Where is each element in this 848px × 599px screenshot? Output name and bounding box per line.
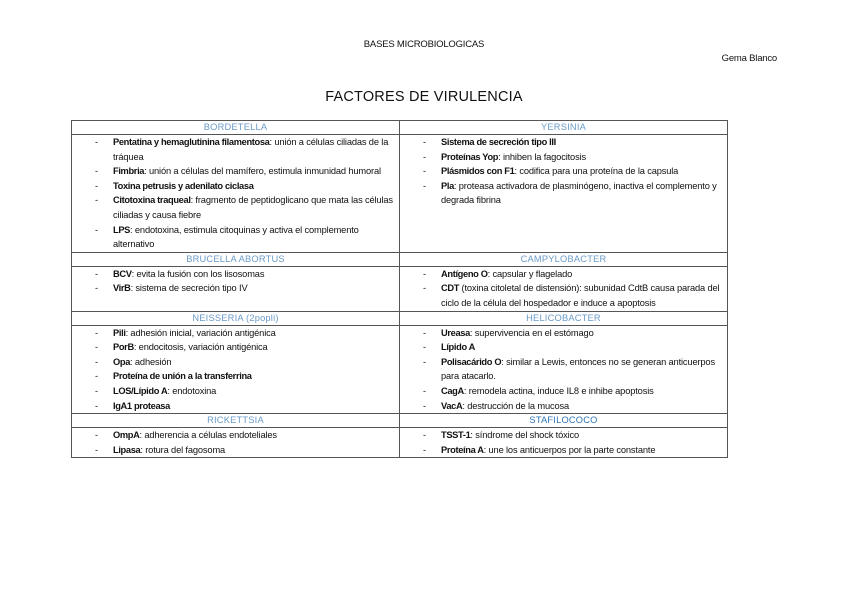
factor-term: TSST-1 xyxy=(441,430,471,441)
factor-item xyxy=(113,355,395,370)
factor-item xyxy=(113,267,395,282)
section-title-rickettsia: RICKETTSIA xyxy=(72,414,400,428)
factor-term: VacA xyxy=(441,400,463,411)
section-title-campylobacter: CAMPYLOBACTER xyxy=(400,252,728,266)
factor-term: Pla xyxy=(441,180,454,191)
factor-item xyxy=(113,179,395,194)
section-content-helicobacter xyxy=(400,325,728,414)
factor-term: LOS/Lípido A xyxy=(113,385,168,396)
factor-desc: : unión a células ciliadas de la tráquea xyxy=(113,137,389,162)
section-header-row xyxy=(72,252,728,266)
section-title-helicobacter: HELICOBACTER xyxy=(400,311,728,325)
virulence-factors-table xyxy=(71,120,728,458)
factor-desc: : síndrome del shock tóxico xyxy=(470,430,580,441)
section-content-row xyxy=(72,428,728,458)
factor-term: Proteína A xyxy=(441,444,484,455)
factor-term: Toxina petrusis y adenilato ciclasa xyxy=(113,180,254,191)
factor-term: Opa xyxy=(113,356,131,367)
factor-desc: : adherencia a células endoteliales xyxy=(139,430,277,441)
factor-item xyxy=(441,428,723,443)
section-content-rickettsia xyxy=(72,428,400,458)
factor-item xyxy=(441,399,723,414)
factor-item xyxy=(113,384,395,399)
factor-item xyxy=(441,150,723,165)
factor-desc: : capsular y flagelado xyxy=(487,268,573,279)
factor-list xyxy=(400,267,727,311)
factor-item xyxy=(113,135,395,164)
factor-item xyxy=(113,193,395,222)
section-content-row xyxy=(72,266,728,311)
factor-desc: : destrucción de la mucosa xyxy=(462,400,570,411)
section-content-neisseria xyxy=(72,325,400,414)
factor-desc: : adhesión xyxy=(130,356,172,367)
factor-item xyxy=(113,399,395,414)
factor-list xyxy=(72,267,399,296)
factor-item xyxy=(113,326,395,341)
section-content-yersinia xyxy=(400,135,728,253)
factor-term: CDT xyxy=(441,283,460,294)
factor-item xyxy=(441,179,723,208)
section-title-yersinia: YERSINIA xyxy=(400,121,728,135)
factor-item xyxy=(441,164,723,179)
document-title: FACTORES DE VIRULENCIA xyxy=(325,89,523,105)
factor-desc: : adhesión inicial, variación antigénica xyxy=(125,327,276,338)
factor-desc: : endotoxina xyxy=(167,385,217,396)
factor-desc: : supervivencia en el estómago xyxy=(469,327,594,338)
factor-desc: : endotoxina, estimula citoquinas y activa el complemento alternativo xyxy=(113,224,359,250)
factor-desc: : remodela actina, induce IL8 e inhibe apoptosis xyxy=(463,385,654,396)
section-title-brucella: BRUCELLA ABORTUS xyxy=(72,252,400,266)
factor-item xyxy=(441,281,723,310)
factor-term: BCV xyxy=(113,268,132,279)
factor-term: IgA1 proteasa xyxy=(113,400,170,411)
factor-list xyxy=(72,326,399,414)
factor-desc: : rotura del fagosoma xyxy=(140,444,226,455)
factor-desc: : similar a Lewis, entonces no se generan anticuerpos para atacarlo. xyxy=(441,356,715,382)
factor-term: Lipasa xyxy=(113,444,141,455)
factor-term: Fimbria xyxy=(113,166,145,177)
factor-list xyxy=(400,326,727,414)
factor-desc: (toxina citoletal de distensión): subunidad CdtB causa parada del ciclo de la célula del hospedador e induce a apoptosis xyxy=(441,283,720,308)
factor-list xyxy=(400,428,727,457)
factor-item xyxy=(113,281,395,296)
factor-item xyxy=(441,326,723,341)
factor-desc: : endocitosis, variación antigénica xyxy=(133,342,268,353)
factor-desc: : fragmento de peptidoglicano que mata las células ciliadas y causa fiebre xyxy=(113,195,393,220)
section-content-stafilococo xyxy=(400,428,728,458)
section-title-bordetella: BORDETELLA xyxy=(72,121,400,135)
factor-desc: : proteasa activadora de plasminógeno, inactiva el complemento y degrada fibrina xyxy=(441,180,717,206)
factor-item xyxy=(113,428,395,443)
factor-desc: : unión a células del mamífero, estimula inmunidad humoral xyxy=(144,166,381,177)
section-content-row xyxy=(72,135,728,253)
factor-term: CagA xyxy=(441,385,464,396)
section-header-row xyxy=(72,311,728,325)
section-title-stafilococo: STAFILOCOCO xyxy=(400,414,728,428)
factor-item xyxy=(441,340,723,355)
factor-item xyxy=(441,384,723,399)
factor-desc: : une los anticuerpos por la parte constante xyxy=(483,444,656,455)
section-header-row xyxy=(72,414,728,428)
section-header-row xyxy=(72,121,728,135)
factor-desc: : evita la fusión con los lisosomas xyxy=(131,268,265,279)
factor-term: Antígeno O xyxy=(441,268,488,279)
factor-term: Pili xyxy=(113,327,126,338)
factor-term: Proteína de unión a la transferrina xyxy=(113,371,252,382)
course-header: BASES MICROBIOLOGICAS xyxy=(363,39,485,50)
factor-desc: : sistema de secreción tipo IV xyxy=(130,283,248,294)
factor-term: LPS xyxy=(113,224,131,235)
factor-term: Proteínas Yop xyxy=(441,151,499,162)
factor-term: VirB xyxy=(113,283,131,294)
factor-term: OmpA xyxy=(113,430,140,441)
factor-term: Pentatina y hemaglutinina filamentosa xyxy=(113,137,270,147)
factor-item xyxy=(441,443,723,458)
factor-term: PorB xyxy=(113,342,134,353)
factor-list xyxy=(72,428,399,457)
factor-list xyxy=(72,135,399,252)
factor-term: Polisacárido O xyxy=(441,356,502,367)
section-content-bordetella xyxy=(72,135,400,253)
author-name: Gema Blanco xyxy=(721,53,777,64)
factor-list xyxy=(400,135,727,208)
section-content-campylobacter xyxy=(400,266,728,311)
factor-term: Lípido A xyxy=(441,342,476,353)
factor-item xyxy=(113,223,395,252)
factor-item xyxy=(113,340,395,355)
section-content-row xyxy=(72,325,728,414)
factor-term: Plásmidos con F1 xyxy=(441,166,515,177)
factor-term: Citotoxina traqueal xyxy=(113,195,191,206)
factor-item xyxy=(441,267,723,282)
factor-item xyxy=(441,135,723,150)
factor-desc: : codifica para una proteína de la capsula xyxy=(514,166,679,177)
section-title-neisseria: NEISSERIA (2popli) xyxy=(72,311,400,325)
factor-item xyxy=(113,443,395,458)
factor-term: Sistema de secreción tipo III xyxy=(441,137,556,147)
factor-item xyxy=(113,369,395,384)
factor-desc: : inhiben la fagocitosis xyxy=(498,151,586,162)
factor-item xyxy=(113,164,395,179)
factor-term: Ureasa xyxy=(441,327,470,338)
factor-item xyxy=(441,355,723,384)
section-content-brucella xyxy=(72,266,400,311)
